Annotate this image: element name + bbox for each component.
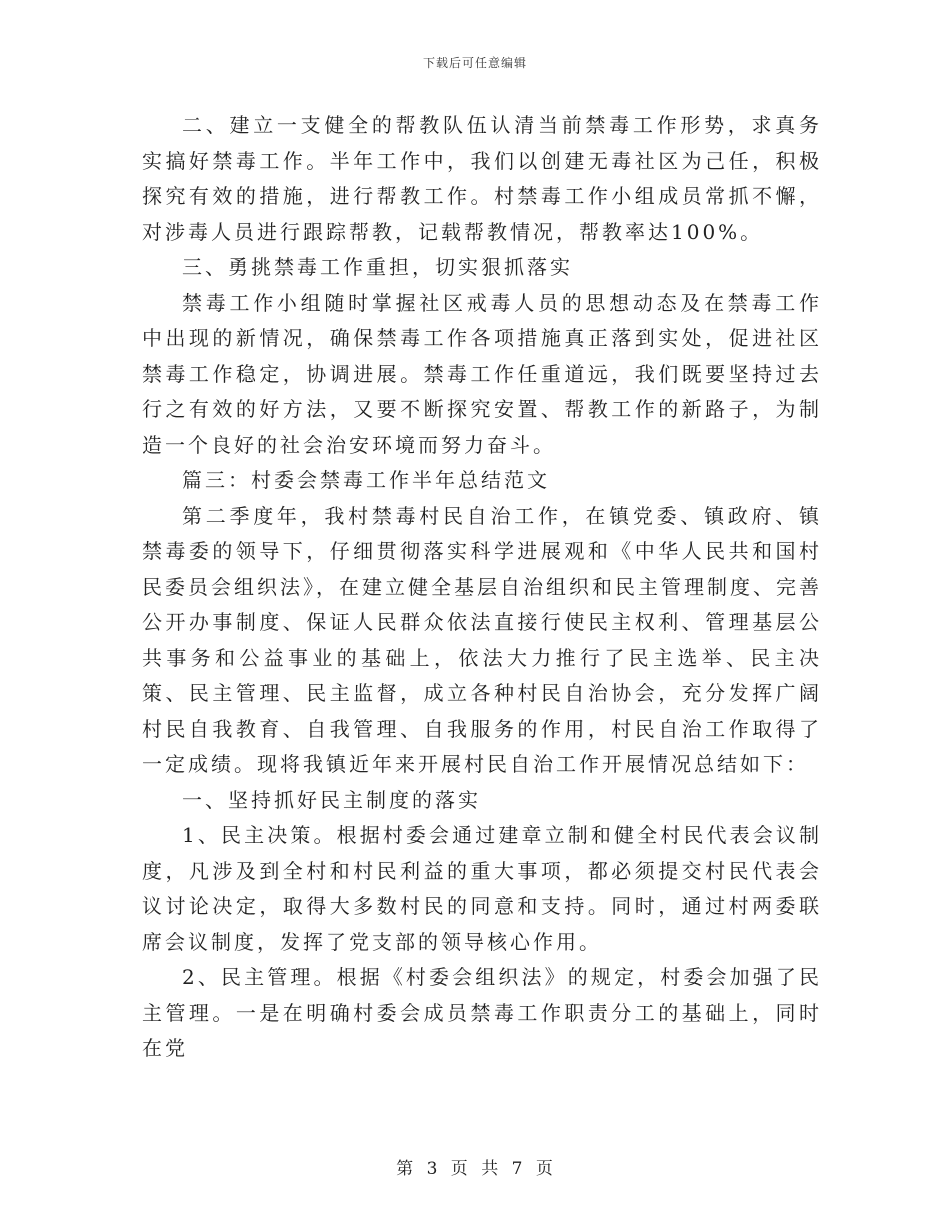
paragraph-democratic-decision: 1、民主决策。根据村委会通过建章立制和健全村民代表会议制度，凡涉及到全村和村民利益的重大事项，都必须提交村民代表会议讨论决定，取得大多数村民的同意和支持。同时，通过村两委联席会议制度，发挥了党支部的领导核心作用。 bbox=[142, 823, 822, 954]
page-header-note: 下载后可任意编辑 bbox=[422, 56, 527, 70]
paragraph-section-two: 二、建立一支健全的帮教队伍认清当前禁毒工作形势，求真务实搞好禁毒工作。半年工作中，我们以创建无毒社区为己任，积极探究有效的措施，进行帮教工作。村禁毒工作小组成员常抓不懈，对涉毒人员进行跟踪帮教，记载帮教情况，帮教率达100%。 bbox=[142, 113, 822, 244]
paragraph-democratic-management: 2、民主管理。根据《村委会组织法》的规定，村委会加强了民主管理。一是在明确村委会成员禁毒工作职责分工的基础上，同时在党 bbox=[142, 965, 822, 1060]
document-body bbox=[142, 108, 822, 1067]
page-number: 第 3 页 共 7 页 bbox=[396, 1159, 554, 1179]
heading-section-three: 三、勇挑禁毒工作重担，切实狠抓落实 bbox=[182, 255, 573, 279]
heading-part-one: 一、坚持抓好民主制度的落实 bbox=[182, 787, 481, 812]
paragraph-intro: 第二季度年，我村禁毒村民自治工作，在镇党委、镇政府、镇禁毒委的领导下，仔细贯彻落实科学进展观和《中华人民共和国村民委员会组织法》，在建立健全基层自治组织和民主管理制度、完善公开办事制度、保证人民群众依法直接行使民主权利、管理基层公共事务和公益事业的基础上，依法大力推行了民主选举、民主决策、民主管理、民主监督，成立各种村民自治协会，充分发挥广阔村民自我教育、自我管理、自我服务的作用，村民自治工作取得了一定成绩。现将我镇近年来开展村民自治工作开展情况总结如下： bbox=[142, 503, 822, 776]
paragraph-section-three: 禁毒工作小组随时掌握社区戒毒人员的思想动态及在禁毒工作中出现的新情况，确保禁毒工作各项措施真正落到实处，促进社区禁毒工作稳定，协调进展。禁毒工作任重道远，我们既要坚持过去行之有效的好方法，又要不断探究安置、帮教工作的新路子，为制造一个良好的社会治安环境而努力奋斗。 bbox=[142, 290, 822, 457]
heading-article-three: 篇三：村委会禁毒工作半年总结范文 bbox=[182, 468, 550, 492]
